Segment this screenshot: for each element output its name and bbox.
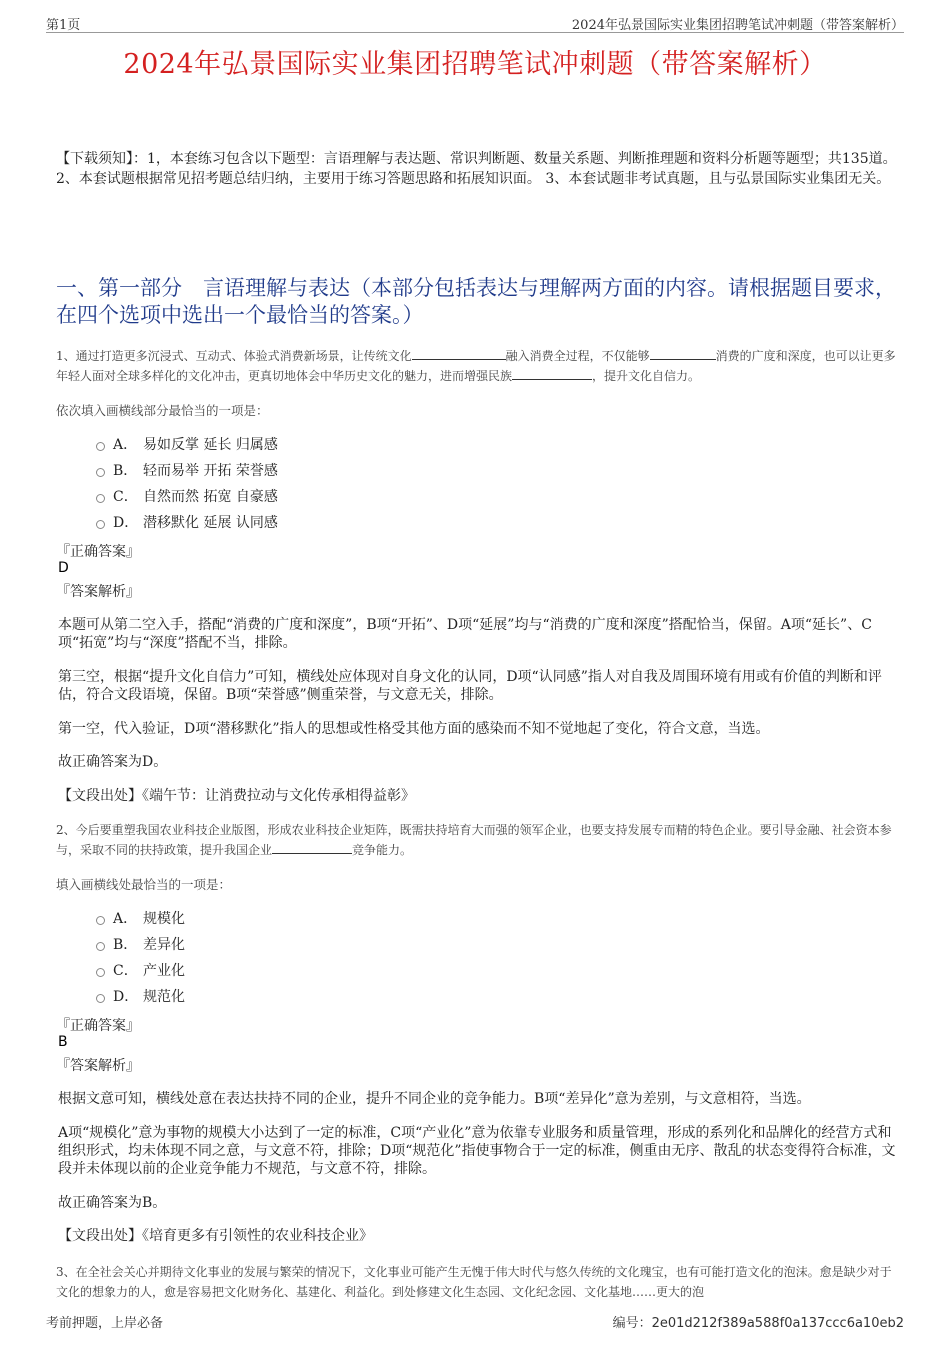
- analysis-label: 『答案解析』: [56, 584, 140, 600]
- analysis-paragraph: 故正确答案为B。: [58, 1195, 167, 1211]
- option-d[interactable]: D． 规范化: [96, 984, 185, 1010]
- correct-answer-label: 『正确答案』: [56, 544, 140, 560]
- q1-text-part: 消费的广度和深度，也可以让更多年轻人面对全球多样化的文化冲击，更真切地体会中华历史文化的魅力，进而增强民族: [56, 349, 896, 383]
- section-title: 一、第一部分 言语理解与表达（本部分包括表达与理解两方面的内容。请根据题目要求，在四个选项中选出一个最恰当的答案。）: [56, 276, 896, 327]
- analysis-paragraph: 故正确答案为D。: [58, 754, 168, 770]
- option-c[interactable]: C． 产业化: [96, 958, 185, 984]
- source-citation: 【文段出处】《培育更多有引领性的农业科技企业》: [58, 1228, 373, 1244]
- q1-text-part: ，提升文化自信力。: [592, 369, 701, 383]
- radio-icon[interactable]: [96, 468, 105, 477]
- question-3-stem: 3、在全社会关心并期待文化事业的发展与繁荣的情况下，文化事业可能产生无愧于伟大时代与悠久传统的文化瑰宝，也有可能打造文化的泡沫。愈是缺少对于文化的想象力的人，愈是容易把文化财务化、基建化、利益化。到处修建文化生态园、文化纪念园、文化基地……更大的泡: [56, 1265, 892, 1299]
- footer-slogan: 考前押题，上岸必备: [46, 1316, 164, 1331]
- question-2-options: [96, 906, 185, 1010]
- analysis-paragraph: 根据文意可知，横线处意在表达扶持不同的企业，提升不同企业的竞争能力。B项“差异化”意为差别，与文意相符，当选。: [58, 1091, 811, 1107]
- question-1-instruction: 依次填入画横线部分最恰当的一项是：: [56, 403, 269, 418]
- option-d[interactable]: D． 潜移默化 延展 认同感: [96, 510, 278, 536]
- analysis-label: 『答案解析』: [56, 1058, 140, 1074]
- q1-text-part: 1、通过打造更多沉浸式、互动式、体验式消费新场景，让传统文化: [56, 349, 412, 363]
- correct-answer-label: 『正确答案』: [56, 1018, 140, 1034]
- code-label: 编号：: [612, 1316, 652, 1331]
- fill-blank: [272, 841, 352, 854]
- option-b[interactable]: B． 差异化: [96, 932, 185, 958]
- analysis-paragraph: 第一空，代入验证，D项“潜移默化”指人的思想或性格受其他方面的感染而不知不觉地起了变化，符合文意，当选。: [58, 721, 770, 737]
- option-c[interactable]: C． 自然而然 拓宽 自豪感: [96, 484, 278, 510]
- header-doc-title: 2024年弘景国际实业集团招聘笔试冲刺题（带答案解析）: [571, 18, 904, 33]
- option-b[interactable]: B． 轻而易举 开拓 荣誉感: [96, 458, 278, 484]
- q2-text-part: 竞争能力。: [352, 843, 413, 857]
- code-value: 2e01d212f389a588f0a137ccc6a10eb2: [651, 1316, 904, 1331]
- document-code: [613, 1312, 904, 1331]
- radio-icon[interactable]: [96, 916, 105, 925]
- question-1-options: [96, 432, 278, 536]
- analysis-paragraph: A项“规模化”意为事物的规模大小达到了一定的标准，C项“产业化”意为依靠专业服务和质量管理，形成的系列化和品牌化的经营方式和组织形式，均未体现不同之意，与文意不符，排除；D项“规范化”指使事物合于一定的标准，侧重由无序、散乱的状态变得符合标准，文段并未体现以前的企业竞争能力不规范，与文意不符，排除。: [58, 1125, 896, 1177]
- analysis-paragraph: 本题可从第二空入手，搭配“消费的广度和深度”，B项“开拓”、D项“延展”均与“消费的广度和深度”搭配恰当，保留。A项“延长”、C项“拓宽”均与“深度”搭配不当，排除。: [58, 617, 872, 651]
- radio-icon[interactable]: [96, 494, 105, 503]
- q2-text-part: 2、今后要重塑我国农业科技企业版图，形成农业科技企业矩阵，既需扶持培育大而强的领军企业，也要支持发展专而精的特色企业。要引导金融、社会资本参与，采取不同的扶持政策，提升我国企业: [56, 823, 892, 857]
- download-notice: 【下载须知】：1，本套练习包含以下题型：言语理解与表达题、常识判断题、数量关系题、判断推理题和资料分析题等题型；共135道。 2、本套试题根据常见招考题总结归纳，主要用于练习答题思路和拓展知识面。 3、本套试题非考试真题，且与弘景国际实业集团无关。: [56, 151, 897, 187]
- question-2-instruction: 填入画横线处最恰当的一项是：: [56, 877, 232, 892]
- option-a[interactable]: A． 规模化: [96, 906, 185, 932]
- source-citation: 【文段出处】《端午节：让消费拉动与文化传承相得益彰》: [58, 788, 415, 804]
- radio-icon[interactable]: [96, 520, 105, 529]
- radio-icon[interactable]: [96, 994, 105, 1003]
- fill-blank: [412, 347, 506, 360]
- page-number: 第1页: [46, 18, 81, 33]
- radio-icon[interactable]: [96, 968, 105, 977]
- fill-blank: [512, 367, 592, 380]
- document-title: 2024年弘景国际实业集团招聘笔试冲刺题（带答案解析）: [123, 49, 827, 80]
- correct-answer: D: [58, 560, 69, 576]
- correct-answer: B: [58, 1034, 68, 1050]
- radio-icon[interactable]: [96, 442, 105, 451]
- radio-icon[interactable]: [96, 942, 105, 951]
- q1-text-part: 融入消费全过程，不仅能够: [505, 349, 650, 363]
- analysis-paragraph: 第三空，根据“提升文化自信力”可知，横线处应体现对自身文化的认同，D项“认同感”指人对自我及周围环境有用或有价值的判断和评估，符合文段语境，保留。B项“荣誉感”侧重荣誉，与文意无关，排除。: [58, 669, 882, 703]
- page-header: [46, 14, 904, 33]
- option-a[interactable]: A． 易如反掌 延长 归属感: [96, 432, 278, 458]
- question-2-stem: [56, 820, 898, 860]
- question-1-stem: [56, 346, 898, 386]
- fill-blank: [650, 347, 716, 360]
